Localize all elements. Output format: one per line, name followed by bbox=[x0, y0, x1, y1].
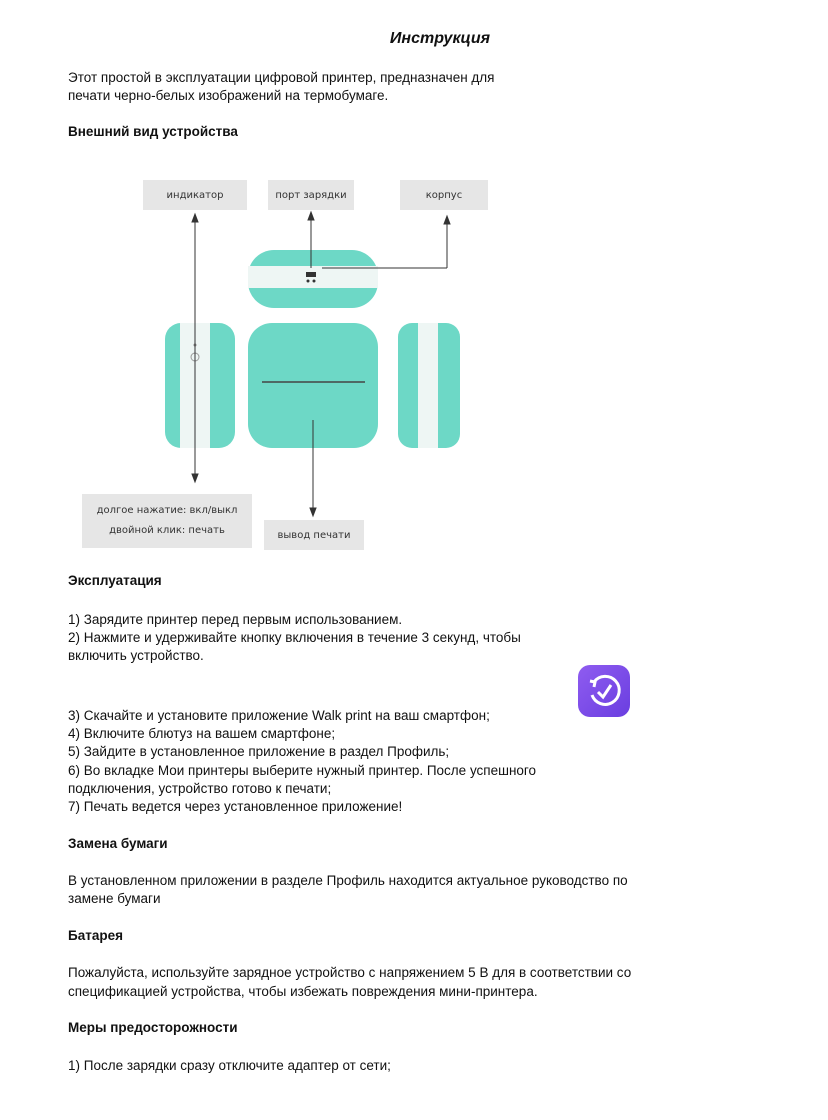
step-line: 4) Включите блютуз на вашем смартфоне; bbox=[68, 726, 336, 741]
step-line: 2) Нажмите и удерживайте кнопку включения в течение 3 секунд, чтобы bbox=[68, 630, 521, 645]
step-line: 1) Зарядите принтер перед первым использованием. bbox=[68, 612, 403, 627]
battery-text-line: Пожалуйста, используйте зарядное устройство с напряжением 5 В для в соответствии со bbox=[68, 965, 632, 980]
label-indicator: индикатор bbox=[143, 180, 247, 210]
printer-right-view bbox=[398, 323, 460, 448]
printer-front-view bbox=[248, 323, 378, 448]
precautions-heading: Меры предосторожности bbox=[68, 1020, 238, 1035]
operation-heading: Эксплуатация bbox=[68, 573, 162, 588]
printer-top-view bbox=[248, 250, 378, 308]
precaution-item: 1) После зарядки сразу отключите адаптер от сети; bbox=[68, 1058, 391, 1073]
step-line: 5) Зайдите в установленное приложение в раздел Профиль; bbox=[68, 744, 450, 759]
label-body: корпус bbox=[400, 180, 488, 210]
label-charging-port: порт зарядки bbox=[268, 180, 354, 210]
label-power-button bbox=[82, 494, 252, 548]
step-line: подключения, устройство готово к печати; bbox=[68, 781, 332, 796]
printer-left-view bbox=[165, 323, 235, 448]
step-line: включить устройство. bbox=[68, 648, 204, 663]
step-line: 6) Во вкладке Мои принтеры выберите нужный принтер. После успешного bbox=[68, 763, 537, 778]
intro-line-1: Этот простой в эксплуатации цифровой принтер, предназначен для bbox=[68, 70, 495, 85]
step-line: 7) Печать ведется через установленное приложение! bbox=[68, 799, 403, 814]
battery-heading: Батарея bbox=[68, 928, 123, 943]
intro-line-2: печати черно-белых изображений на термобумаге. bbox=[68, 88, 389, 103]
appearance-heading: Внешний вид устройства bbox=[68, 124, 238, 139]
label-button-long: долгое нажатие: вкл/выкл bbox=[96, 505, 238, 516]
label-button-double: двойной клик: печать bbox=[109, 525, 225, 536]
step-line: 3) Скачайте и установите приложение Walk print на ваш смартфон; bbox=[68, 708, 490, 723]
paper-text-line: В установленном приложении в разделе Профиль находится актуальное руководство по bbox=[68, 873, 628, 888]
battery-text-line: спецификацией устройства, чтобы избежать повреждения мини-принтера. bbox=[68, 984, 538, 999]
label-print-output: вывод печати bbox=[264, 520, 364, 550]
page-title: Инструкция bbox=[389, 30, 491, 47]
walk-print-app-icon bbox=[578, 665, 630, 717]
paper-text-line: замене бумаги bbox=[68, 891, 161, 906]
paper-heading: Замена бумаги bbox=[68, 836, 168, 851]
